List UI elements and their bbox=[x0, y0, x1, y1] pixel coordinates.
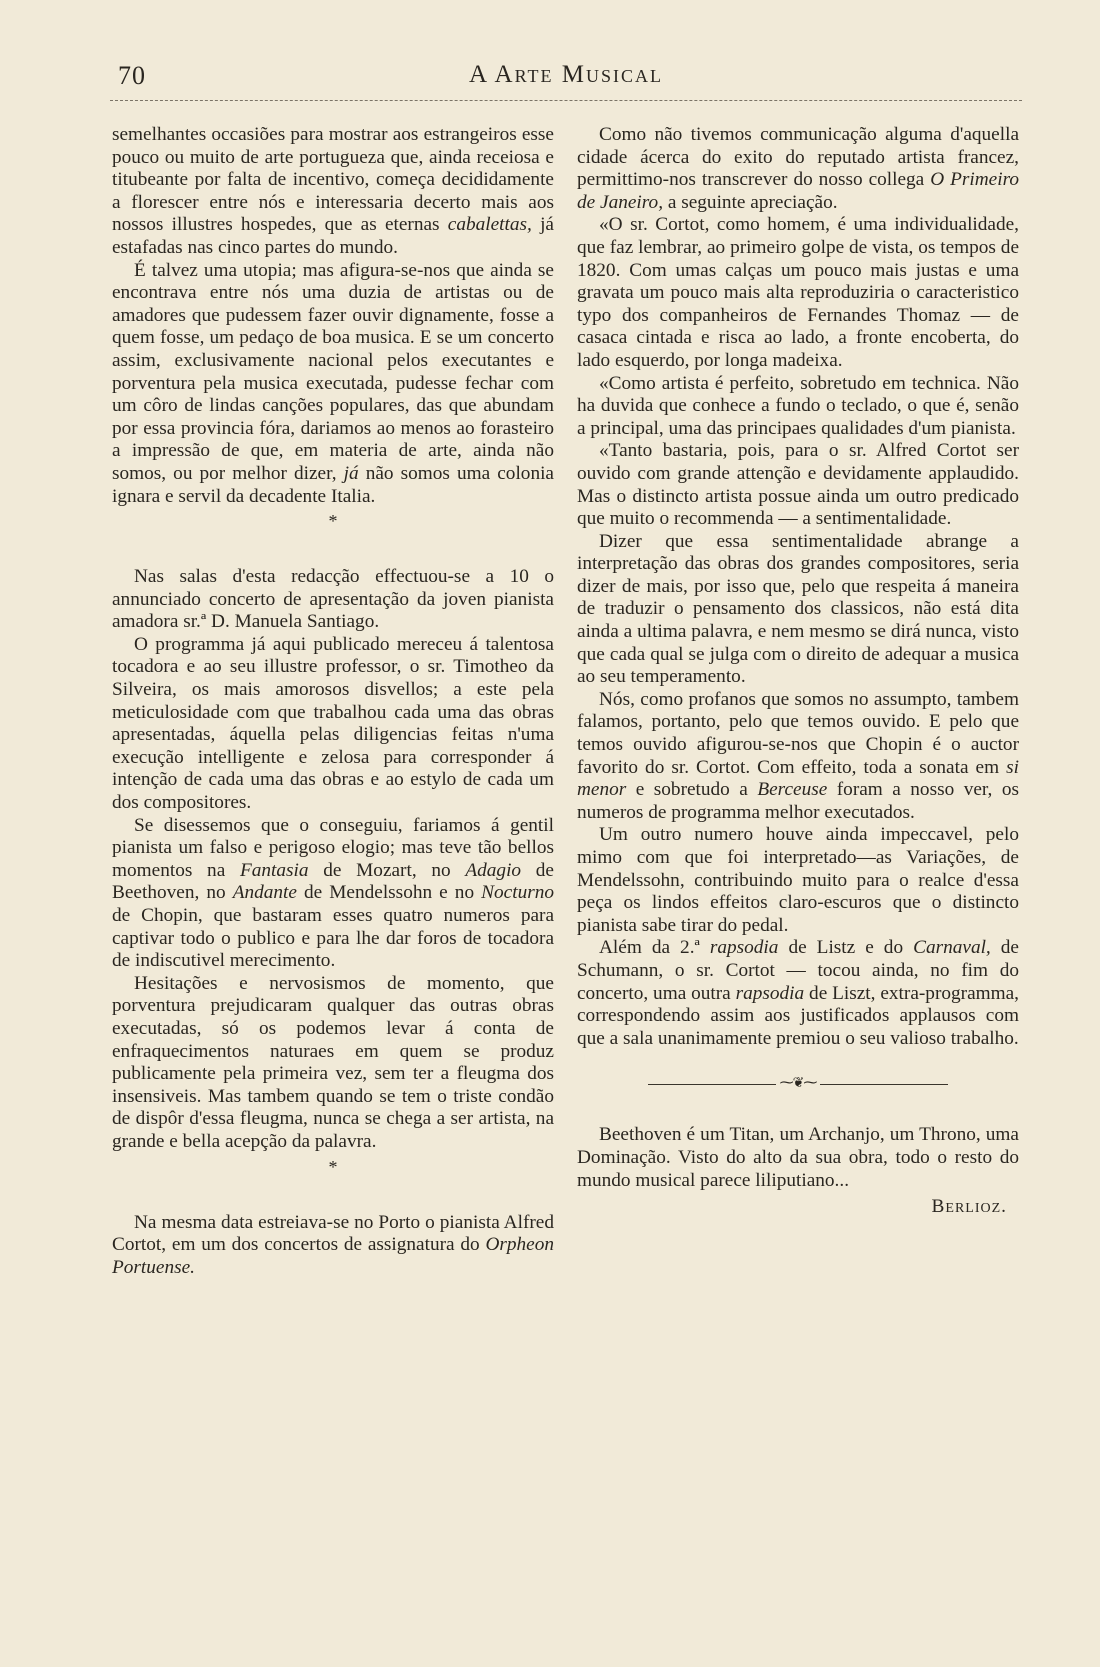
emphasis: Andante bbox=[232, 882, 297, 904]
section-asterisk: * bbox=[328, 1156, 338, 1177]
paragraph: Nós, como profanos que somos no assumpto, tambem falamos, portanto, pelo que temos ouvido. E pelo que temos ouvido afigurou-se-nos que Chopin é o auctor favorito do sr. Cortot. Com effeito, toda a sonata em si menor e sobretudo a Berceuse foram a nosso ver, os numeros de programma melhor executados. bbox=[577, 688, 1019, 823]
emphasis: Adagio bbox=[465, 859, 522, 881]
header-rule bbox=[110, 100, 1022, 101]
ornament-divider bbox=[577, 1074, 1019, 1094]
left-column bbox=[112, 124, 554, 1279]
emphasis: Orpheon Portuense. bbox=[112, 1234, 554, 1278]
emphasis: rapsodia bbox=[709, 937, 779, 959]
divider-line bbox=[820, 1084, 948, 1085]
emphasis: Berceuse bbox=[757, 779, 828, 801]
emphasis: rapsodia bbox=[735, 982, 805, 1004]
emphasis: cabalettas, bbox=[447, 214, 532, 236]
paragraph: Na mesma data estreiava-se no Porto o pianista Alfred Cortot, em um dos concertos de assignatura do Orpheon Portuense. bbox=[112, 1211, 554, 1278]
emphasis: Fantasia bbox=[239, 859, 309, 881]
quote: Beethoven é um Titan, um Archanjo, um Throno, uma Dominação. Visto do alto da sua obra, todo o resto do mundo musical parece liliputiano... bbox=[577, 1124, 1019, 1191]
page-header bbox=[110, 55, 1022, 95]
paragraph: Um outro numero houve ainda impeccavel, pelo mimo com que foi interpretado—as Variações, de Mendelssohn, contribuindo muito para o realce d'essa peça os lindos effeitos claro-escuros que o distincto pianista sabe tirar do pedal. bbox=[577, 824, 1019, 936]
fleuron-icon: ⁓❦⁓ bbox=[779, 1076, 817, 1092]
paragraph: O programma já aqui publicado mereceu á talentosa tocadora e ao seu illustre professor, o sr. Timotheo da Silveira, os mais amorosos disvellos; a este pela meticulosidade com que trabalhou cada uma das obras apresentadas, áquella pelas diligencias feitas n'uma execução intelligente e zelosa para corresponder á intenção de cada uma das obras e ao estylo de cada um dos compositores. bbox=[112, 633, 554, 814]
signature: Berlioz. bbox=[931, 1196, 1007, 1218]
page-number: 70 bbox=[118, 61, 146, 90]
right-column bbox=[577, 124, 1019, 1219]
running-title: A Arte Musical bbox=[469, 61, 663, 88]
emphasis: já bbox=[343, 462, 359, 484]
paragraph: Nas salas d'esta redacção effectuou-se a 10 o annunciado concerto de apresentação da joven pianista amadora sr.ª D. Manuela Santiago. bbox=[112, 566, 554, 633]
emphasis: si menor bbox=[577, 756, 1019, 801]
paragraph: «O sr. Cortot, como homem, é uma individualidade, que faz lembrar, ao primeiro golpe de vista, os tempos de 1820. Com umas calças um pouco mais justas e uma gravata um pouco mais alta reproduziria o caracteristico typo dos companheiros de Fernandes Thomaz — de casaca cintada e risca ao lado, a fronte encoberta, do lado esquerdo, por longa madeixa. bbox=[577, 214, 1019, 371]
paragraph: Como não tivemos communicação alguma d'aquella cidade ácerca do exito do reputado artista francez, permittimo-nos transcrever do nosso collega O Primeiro de Janeiro, a seguinte apreciação. bbox=[577, 124, 1019, 213]
divider-line bbox=[648, 1084, 776, 1085]
paragraph: Hesitações e nervosismos de momento, que porventura prejudicaram qualquer das outras obras executadas, só os podemos levar á conta de enfraquecimentos naturaes em quem se produz publicamente pela primeira vez, sem ter a fleugma dos insensiveis. Mas tambem quando se tem o triste condão de dispôr d'essa fleugma, nunca se chega a ser artista, na grande e bella acepção da palavra. bbox=[112, 972, 554, 1152]
paragraph: Além da 2.ª rapsodia de Listz e do Carnaval, de Schumann, o sr. Cortot — tocou ainda, no fim do concerto, uma outra rapsodia de Liszt, extra-programma, correspondendo assim aos justificados applausos com que a sala unanimamente premiou o seu valioso trabalho. bbox=[577, 937, 1020, 1049]
paragraph: É talvez uma utopia; mas afigura-se-nos que ainda se encontrava entre nós uma duzia de artistas ou de amadores que pudessem fazer ouvir dignamente, fosse a quem fosse, um pedaço de boa musica. E se um concerto assim, exclusivamente nacional pelos executantes e porventura pela musica executada, pudesse fechar com um côro de lindas canções populares, das que abundam por essa provincia fóra, dariamos ao menos ao forasteiro a impressão de que, em materia de arte, ainda não somos, ou por melhor dizer, já não somos uma colonia ignara e servil da decadente Italia. bbox=[112, 259, 554, 507]
paragraph: semelhantes occasiões para mostrar aos estrangeiros esse pouco ou muito de arte portugueza que, ainda receiosa e titubeante por falta de incentivo, começa decididamente a florescer entre nós e interessaria decerto mais aos nossos illustres hospedes, que as eternas cabalettas, já estafadas nas cinco partes do mundo. bbox=[112, 124, 554, 258]
paragraph: Dizer que essa sentimentalidade abrange a interpretação das obras dos grandes compositores, seria dizer de mais, por isso que, pelo que respeita á maneira de traduzir o pensamento dos classicos, não está dita ainda a ultima palavra, e nem mesmo se dirá nunca, visto que cada qual se julga com o direito de adequar a musica ao seu temperamento. bbox=[577, 530, 1019, 688]
paragraph: «Como artista é perfeito, sobretudo em technica. Não ha duvida que conhece a fundo o teclado, o que é, senão a principal, uma das principaes qualidades d'um pianista. bbox=[577, 372, 1019, 439]
emphasis: O Primeiro de Janeiro, bbox=[577, 169, 1019, 213]
emphasis: Carnaval, bbox=[913, 937, 991, 959]
paragraph: Se disessemos que o conseguiu, fariamos á gentil pianista um falso e perigoso elogio; mas teve tão bellos momentos na Fantasia de Mozart, no Adagio de Beethoven, no Andante de Mendelssohn e no Nocturno de Chopin, que bastaram esses quatro numeros para captivar todo o publico e para lhe dar foros de tocadora de indiscutivel merecimento. bbox=[112, 814, 554, 972]
paragraph: «Tanto bastaria, pois, para o sr. Alfred Cortot ser ouvido com grande attenção e devidamente applaudido. Mas o distincto artista possue ainda um outro predicado que muito o recommenda — a sentimentalidade. bbox=[577, 440, 1019, 530]
section-asterisk: * bbox=[328, 511, 338, 532]
emphasis: Nocturno bbox=[481, 882, 554, 904]
